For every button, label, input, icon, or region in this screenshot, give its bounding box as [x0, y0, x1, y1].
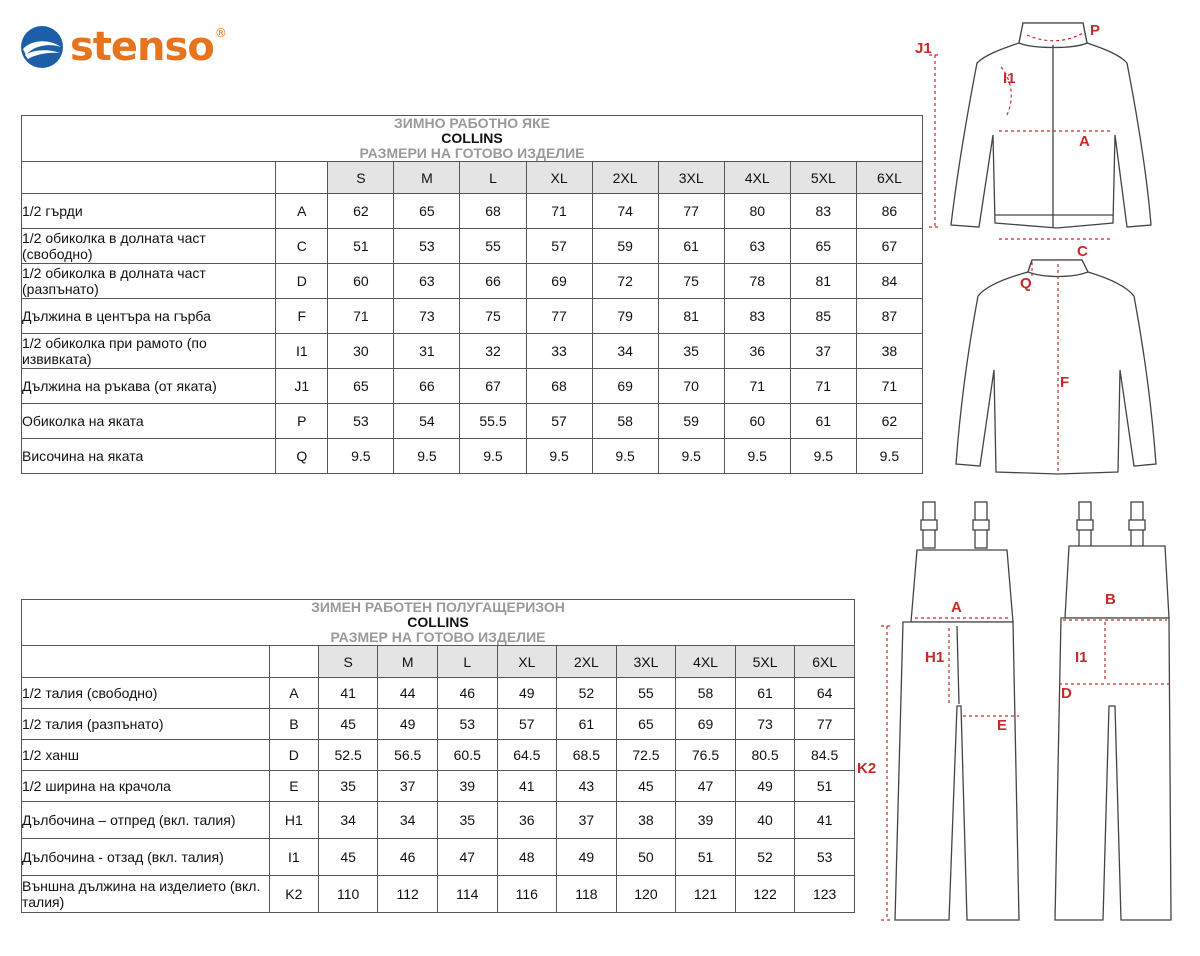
size-value-cell: 71	[790, 369, 856, 404]
size-value-cell: 68	[526, 369, 592, 404]
size-value-cell: 49	[497, 678, 557, 709]
size-header-3xl: 3XL	[616, 646, 676, 678]
measurement-name: 1/2 ширина на крачола	[22, 771, 270, 802]
size-value-cell: 78	[724, 264, 790, 299]
jacket-model: COLLINS	[441, 130, 503, 146]
size-value-cell: 56.5	[378, 740, 438, 771]
size-value-cell: 69	[526, 264, 592, 299]
size-value-cell: 61	[735, 678, 795, 709]
measurement-code: B	[269, 709, 318, 740]
size-value-cell: 65	[790, 229, 856, 264]
table-row	[22, 299, 923, 334]
measure-label-i1-overall: I1	[1075, 649, 1088, 666]
measure-label-b: B	[1105, 591, 1116, 608]
size-value-cell: 45	[616, 771, 676, 802]
stenso-logo	[20, 22, 227, 72]
measure-label-a: A	[1079, 133, 1090, 150]
size-value-cell: 71	[856, 369, 922, 404]
overall-size-table	[21, 599, 855, 913]
size-value-cell: 59	[658, 404, 724, 439]
size-value-cell: 54	[394, 404, 460, 439]
size-value-cell: 33	[526, 334, 592, 369]
size-value-cell: 37	[557, 802, 617, 839]
size-value-cell: 49	[378, 709, 438, 740]
size-value-cell: 49	[735, 771, 795, 802]
measurement-code: K2	[269, 876, 318, 913]
jacket-size-header-row	[22, 162, 923, 194]
size-header-xl: XL	[526, 162, 592, 194]
measure-label-q: Q	[1020, 275, 1032, 292]
size-value-cell: 62	[856, 404, 922, 439]
measurement-name: 1/2 обиколка при рамото (по извивката)	[22, 334, 276, 369]
measurement-name: 1/2 обиколка в долната част (разпънато)	[22, 264, 276, 299]
measure-label-f: F	[1060, 374, 1070, 391]
measure-label-e: E	[997, 717, 1008, 734]
size-header-4xl: 4XL	[676, 646, 736, 678]
size-header-6xl: 6XL	[856, 162, 922, 194]
size-value-cell: 50	[616, 839, 676, 876]
measure-label-h1: H1	[925, 649, 945, 666]
size-value-cell: 114	[437, 876, 497, 913]
jacket-table-body	[22, 194, 923, 474]
measure-label-c: C	[1077, 243, 1088, 260]
measure-label-p: P	[1090, 22, 1101, 39]
table-row	[22, 771, 855, 802]
size-value-cell: 63	[394, 264, 460, 299]
size-header-m: M	[378, 646, 438, 678]
table-row	[22, 802, 855, 839]
size-value-cell: 71	[328, 299, 394, 334]
size-value-cell: 61	[658, 229, 724, 264]
size-value-cell: 63	[724, 229, 790, 264]
size-header-s: S	[318, 646, 378, 678]
jacket-front-drawing	[915, 15, 1180, 260]
size-value-cell: 53	[328, 404, 394, 439]
size-value-cell: 123	[795, 876, 855, 913]
registered-mark: ®	[214, 26, 227, 40]
measurement-code: F	[276, 299, 328, 334]
size-header-l: L	[437, 646, 497, 678]
size-value-cell: 57	[497, 709, 557, 740]
measurement-code: C	[276, 229, 328, 264]
size-value-cell: 83	[790, 194, 856, 229]
size-value-cell: 65	[394, 194, 460, 229]
measurement-code: D	[269, 740, 318, 771]
size-value-cell: 9.5	[592, 439, 658, 474]
size-value-cell: 34	[592, 334, 658, 369]
size-value-cell: 65	[616, 709, 676, 740]
jacket-table-header	[22, 116, 923, 162]
size-value-cell: 112	[378, 876, 438, 913]
size-value-cell: 62	[328, 194, 394, 229]
size-value-cell: 120	[616, 876, 676, 913]
measurement-code: P	[276, 404, 328, 439]
size-value-cell: 47	[676, 771, 736, 802]
size-header-s: S	[328, 162, 394, 194]
jacket-size-table	[21, 115, 923, 474]
measurement-code: J1	[276, 369, 328, 404]
measurement-name: Обиколка на яката	[22, 404, 276, 439]
size-value-cell: 9.5	[328, 439, 394, 474]
size-value-cell: 57	[526, 229, 592, 264]
size-value-cell: 66	[394, 369, 460, 404]
stenso-globe-icon	[20, 25, 64, 69]
size-value-cell: 75	[460, 299, 526, 334]
table-row	[22, 709, 855, 740]
size-value-cell: 53	[795, 839, 855, 876]
table-row	[22, 839, 855, 876]
measurement-name: Дължина в центъра на гърба	[22, 299, 276, 334]
size-value-cell: 35	[318, 771, 378, 802]
size-value-cell: 47	[437, 839, 497, 876]
table-row	[22, 229, 923, 264]
jacket-title: ЗИМНО РАБОТНО ЯКЕ	[394, 115, 550, 131]
size-value-cell: 77	[658, 194, 724, 229]
size-value-cell: 9.5	[790, 439, 856, 474]
size-value-cell: 51	[328, 229, 394, 264]
size-value-cell: 84	[856, 264, 922, 299]
measurement-code: I1	[269, 839, 318, 876]
size-value-cell: 80.5	[735, 740, 795, 771]
size-value-cell: 118	[557, 876, 617, 913]
size-value-cell: 80	[724, 194, 790, 229]
size-value-cell: 71	[724, 369, 790, 404]
overall-size-header-row	[22, 646, 855, 678]
size-value-cell: 39	[437, 771, 497, 802]
size-header-5xl: 5XL	[790, 162, 856, 194]
size-value-cell: 41	[795, 802, 855, 839]
size-value-cell: 85	[790, 299, 856, 334]
measurement-name: 1/2 гърди	[22, 194, 276, 229]
size-header-m: M	[394, 162, 460, 194]
overall-model: COLLINS	[407, 614, 469, 630]
size-value-cell: 81	[658, 299, 724, 334]
size-value-cell: 81	[790, 264, 856, 299]
size-value-cell: 9.5	[724, 439, 790, 474]
table-row	[22, 194, 923, 229]
size-value-cell: 60	[724, 404, 790, 439]
size-value-cell: 9.5	[658, 439, 724, 474]
size-value-cell: 110	[318, 876, 378, 913]
size-header-4xl: 4XL	[724, 162, 790, 194]
measurement-code: A	[276, 194, 328, 229]
jacket-subtitle: РАЗМЕРИ НА ГОТОВО ИЗДЕЛИЕ	[359, 145, 585, 161]
size-value-cell: 37	[790, 334, 856, 369]
size-value-cell: 55	[460, 229, 526, 264]
measurement-name: Дълбочина - отзад (вкл. талия)	[22, 839, 270, 876]
size-value-cell: 49	[557, 839, 617, 876]
size-value-cell: 52	[735, 839, 795, 876]
overall-back-drawing	[1035, 498, 1185, 928]
measurement-code: A	[269, 678, 318, 709]
size-value-cell: 122	[735, 876, 795, 913]
size-value-cell: 69	[592, 369, 658, 404]
size-value-cell: 77	[526, 299, 592, 334]
size-value-cell: 72	[592, 264, 658, 299]
size-value-cell: 68	[460, 194, 526, 229]
size-value-cell: 36	[724, 334, 790, 369]
size-value-cell: 36	[497, 802, 557, 839]
size-value-cell: 84.5	[795, 740, 855, 771]
size-value-cell: 121	[676, 876, 736, 913]
measure-label-i1: I1	[1003, 70, 1016, 87]
size-value-cell: 66	[460, 264, 526, 299]
size-value-cell: 34	[378, 802, 438, 839]
size-value-cell: 58	[592, 404, 658, 439]
measurement-name: Дължина на ръкава (от яката)	[22, 369, 276, 404]
table-row	[22, 740, 855, 771]
size-value-cell: 64.5	[497, 740, 557, 771]
size-value-cell: 73	[394, 299, 460, 334]
size-value-cell: 48	[497, 839, 557, 876]
size-value-cell: 41	[318, 678, 378, 709]
size-value-cell: 31	[394, 334, 460, 369]
size-header-xl: XL	[497, 646, 557, 678]
header-blank-cell	[276, 162, 328, 194]
size-value-cell: 9.5	[856, 439, 922, 474]
size-value-cell: 39	[676, 802, 736, 839]
size-value-cell: 71	[526, 194, 592, 229]
measurement-name: 1/2 талия (разпънато)	[22, 709, 270, 740]
measurement-code: Q	[276, 439, 328, 474]
measurement-code: D	[276, 264, 328, 299]
size-value-cell: 64	[795, 678, 855, 709]
size-value-cell: 34	[318, 802, 378, 839]
header-blank-cell	[269, 646, 318, 678]
size-value-cell: 9.5	[460, 439, 526, 474]
size-value-cell: 73	[735, 709, 795, 740]
table-row	[22, 404, 923, 439]
size-value-cell: 46	[437, 678, 497, 709]
header-blank-cell	[22, 646, 270, 678]
size-value-cell: 75	[658, 264, 724, 299]
size-value-cell: 60.5	[437, 740, 497, 771]
header-blank-cell	[22, 162, 276, 194]
size-value-cell: 76.5	[676, 740, 736, 771]
size-value-cell: 53	[394, 229, 460, 264]
size-value-cell: 30	[328, 334, 394, 369]
size-value-cell: 57	[526, 404, 592, 439]
size-header-l: L	[460, 162, 526, 194]
size-value-cell: 74	[592, 194, 658, 229]
size-value-cell: 86	[856, 194, 922, 229]
size-value-cell: 53	[437, 709, 497, 740]
size-value-cell: 40	[735, 802, 795, 839]
size-value-cell: 44	[378, 678, 438, 709]
measure-label-k2: K2	[857, 760, 877, 777]
size-value-cell: 45	[318, 839, 378, 876]
overall-table-header	[22, 600, 855, 646]
size-value-cell: 43	[557, 771, 617, 802]
size-value-cell: 116	[497, 876, 557, 913]
size-value-cell: 61	[557, 709, 617, 740]
measurement-code: I1	[276, 334, 328, 369]
size-value-cell: 70	[658, 369, 724, 404]
size-value-cell: 52.5	[318, 740, 378, 771]
size-value-cell: 41	[497, 771, 557, 802]
overall-title: ЗИМЕН РАБОТЕН ПОЛУГАЩЕРИЗОН	[311, 599, 565, 615]
size-value-cell: 72.5	[616, 740, 676, 771]
measurement-name: Дълбочина – отпред (вкл. талия)	[22, 802, 270, 839]
size-value-cell: 65	[328, 369, 394, 404]
size-header-2xl: 2XL	[592, 162, 658, 194]
overall-subtitle: РАЗМЕР НА ГОТОВО ИЗДЕЛИЕ	[330, 629, 546, 645]
table-row	[22, 876, 855, 913]
size-value-cell: 60	[328, 264, 394, 299]
size-value-cell: 9.5	[394, 439, 460, 474]
table-row	[22, 264, 923, 299]
size-value-cell: 58	[676, 678, 736, 709]
table-row	[22, 334, 923, 369]
measure-label-j1: J1	[915, 40, 932, 57]
overall-front-drawing	[855, 498, 1035, 928]
measurement-name: 1/2 ханш	[22, 740, 270, 771]
measurement-name: Височина на яката	[22, 439, 276, 474]
size-value-cell: 46	[378, 839, 438, 876]
jacket-back-drawing	[940, 250, 1180, 480]
size-value-cell: 52	[557, 678, 617, 709]
size-value-cell: 38	[856, 334, 922, 369]
table-row	[22, 439, 923, 474]
size-value-cell: 61	[790, 404, 856, 439]
measurement-name: Външна дължина на изделието (вкл. талия)	[22, 876, 270, 913]
size-value-cell: 55.5	[460, 404, 526, 439]
size-value-cell: 67	[460, 369, 526, 404]
size-value-cell: 67	[856, 229, 922, 264]
size-value-cell: 37	[378, 771, 438, 802]
size-value-cell: 45	[318, 709, 378, 740]
measure-label-a-overall: A	[951, 599, 962, 616]
size-value-cell: 38	[616, 802, 676, 839]
size-value-cell: 79	[592, 299, 658, 334]
size-value-cell: 68.5	[557, 740, 617, 771]
measurement-code: H1	[269, 802, 318, 839]
table-row	[22, 369, 923, 404]
size-value-cell: 55	[616, 678, 676, 709]
measurement-name: 1/2 обиколка в долната част (свободно)	[22, 229, 276, 264]
size-value-cell: 32	[460, 334, 526, 369]
measure-label-d: D	[1061, 685, 1072, 702]
size-value-cell: 35	[437, 802, 497, 839]
size-value-cell: 51	[795, 771, 855, 802]
brand-name: stenso	[70, 24, 214, 70]
size-header-5xl: 5XL	[735, 646, 795, 678]
size-value-cell: 35	[658, 334, 724, 369]
size-value-cell: 83	[724, 299, 790, 334]
size-header-2xl: 2XL	[557, 646, 617, 678]
overall-table-body	[22, 678, 855, 913]
size-value-cell: 51	[676, 839, 736, 876]
size-header-6xl: 6XL	[795, 646, 855, 678]
size-value-cell: 9.5	[526, 439, 592, 474]
measurement-name: 1/2 талия (свободно)	[22, 678, 270, 709]
size-value-cell: 77	[795, 709, 855, 740]
size-header-3xl: 3XL	[658, 162, 724, 194]
size-value-cell: 59	[592, 229, 658, 264]
size-value-cell: 87	[856, 299, 922, 334]
table-row	[22, 678, 855, 709]
size-value-cell: 69	[676, 709, 736, 740]
measurement-code: E	[269, 771, 318, 802]
